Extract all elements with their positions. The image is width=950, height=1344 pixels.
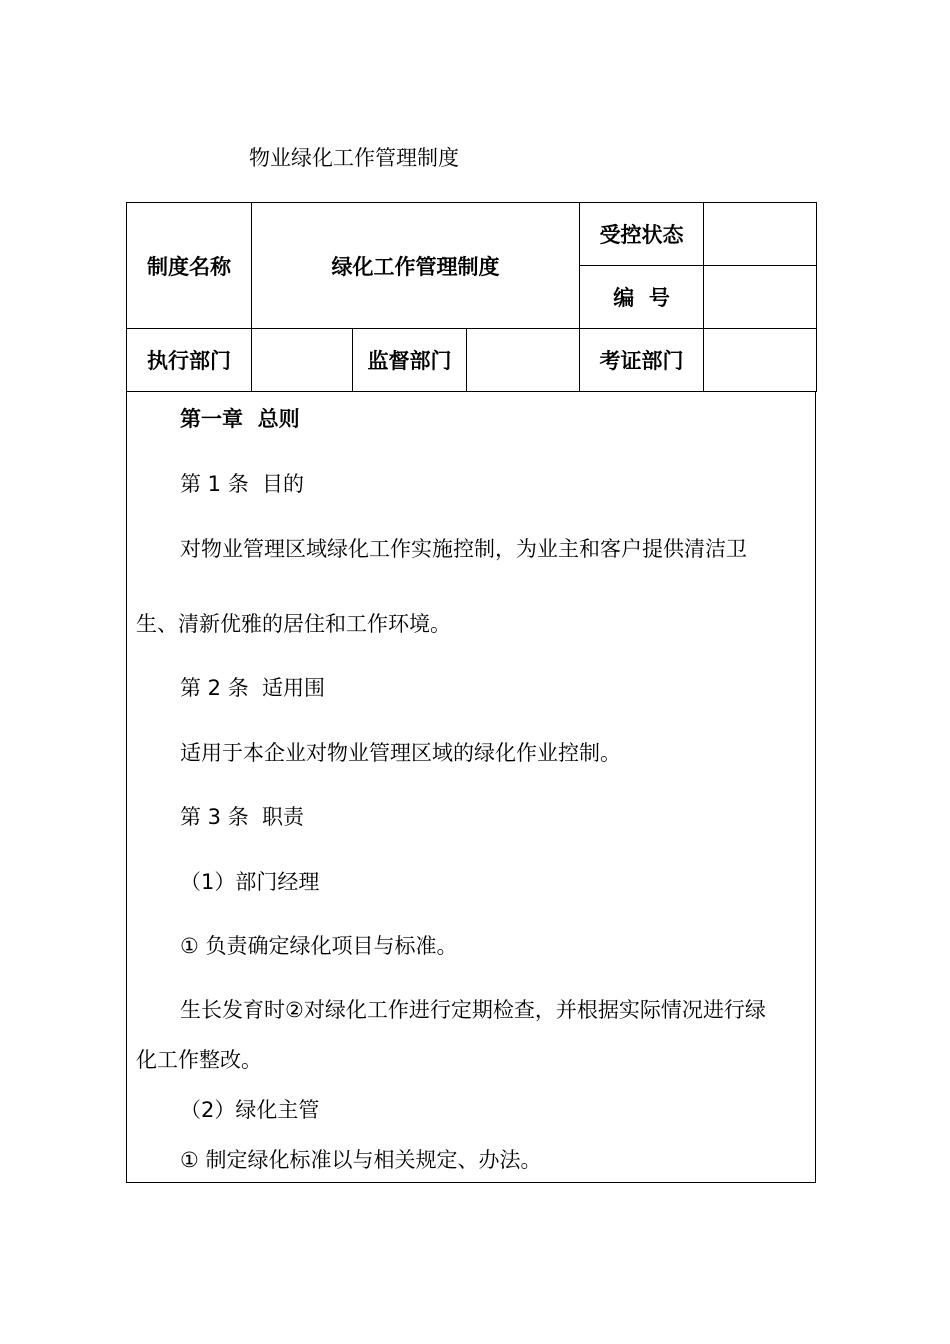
control-status-value <box>704 203 817 266</box>
article-1-text-line1: 对物业管理区域绿化工作实施控制，为业主和客户提供清洁卫 <box>180 537 747 561</box>
role-1-item-2-line1: 生长发育时②对绿化工作进行定期检查，并根据实际情况进行绿 <box>180 998 766 1022</box>
supervise-dept-label: 监督部门 <box>353 329 467 392</box>
header-table <box>126 202 817 392</box>
article-1-text-line2: 生、清新优雅的居住和工作环境。 <box>136 612 451 636</box>
verify-dept-value <box>704 329 817 392</box>
article-3-title: 第 3 条 职责 <box>180 805 305 829</box>
role-2-heading: （2）绿化主管 <box>180 1098 320 1122</box>
verify-dept-label: 考证部门 <box>580 329 704 392</box>
role-1-item-2-line2: 化工作整改。 <box>136 1048 262 1072</box>
number-label: 编 号 <box>580 266 704 329</box>
system-name-label: 制度名称 <box>127 203 252 329</box>
exec-dept-value <box>252 329 353 392</box>
chapter-heading: 第一章 总则 <box>180 407 300 431</box>
document-title: 物业绿化工作管理制度 <box>249 146 459 170</box>
article-1-title: 第 1 条 目的 <box>180 472 305 496</box>
number-value <box>704 266 817 329</box>
supervise-dept-value <box>467 329 580 392</box>
role-2-item-1: ① 制定绿化标准以与相关规定、办法。 <box>180 1148 542 1172</box>
control-status-label: 受控状态 <box>580 203 704 266</box>
article-2-title: 第 2 条 适用围 <box>180 676 326 700</box>
role-1-item-1: ① 负责确定绿化项目与标准。 <box>180 934 458 958</box>
system-name-value: 绿化工作管理制度 <box>252 203 580 329</box>
exec-dept-label: 执行部门 <box>127 329 252 392</box>
article-2-text: 适用于本企业对物业管理区域的绿化作业控制。 <box>180 741 621 765</box>
role-1-heading: （1）部门经理 <box>180 870 320 894</box>
